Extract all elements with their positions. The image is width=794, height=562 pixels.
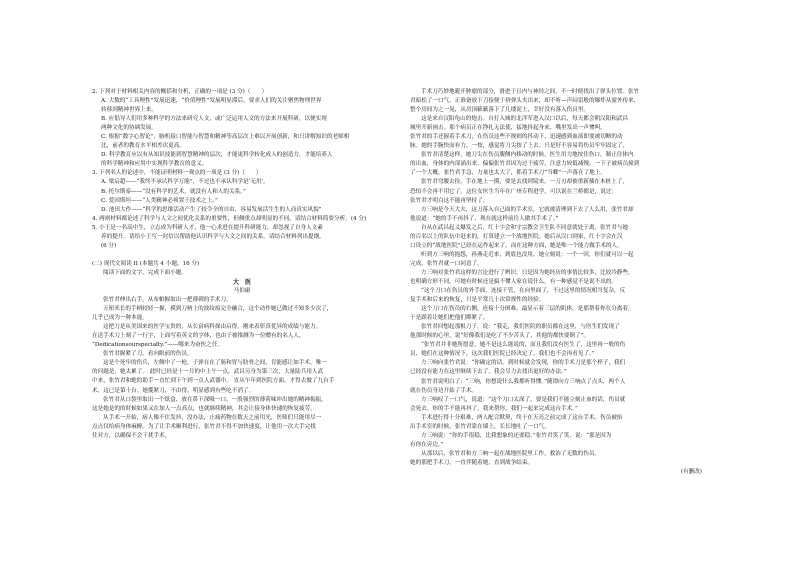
source-note: (有删改): [680, 468, 702, 475]
paragraph-cont: 术，这已是第十台。她揽紧刀，不由得，明显感到有些吃不消了。: [92, 387, 255, 394]
paragraph: 五厘米长的手柄较轻一握，摸到刀柄上的波纹痕完全融合，这个动作她已做过不知多少次了，: [103, 306, 333, 313]
paragraph: 自从在武昌起义爆发之后，红十字会和守宗教会卫生队不同意就处于离，张竹君与她: [421, 224, 628, 231]
paragraph-cont: 君暗松了一口气，正准备放下刀接便于挤弹头夹出来，却不听—声闷雷般的爆炸从窗外传来，: [410, 98, 640, 105]
paragraph-cont: 他那时候的心里，说“好像我们是吃了不少苦头了，其他的都快要倒了”。: [410, 333, 590, 340]
paragraph: 张竹君说明白了：“三响，你想说什么我都听得懂。”随即向方三响点了点头，两个人: [421, 378, 626, 385]
paragraph: 方三响是今天大夫，这刀落入自己面的手术室，它就被清理到下去了人么用，张竹君却: [421, 206, 634, 213]
paragraph-cont: 住对方，以确保不会干扰手术。: [92, 432, 171, 439]
option-3d: D. 池田大作——“科学的思维活动产生了较令全的自由，容易发展活生生的人而真实风貌”: [101, 206, 322, 213]
paragraph-cont: 在送手术刀上刻了一行字，上面写着英文的字体，也由于被推测为一位赠有的名人人，: [92, 333, 305, 340]
option-2d: D. 科学教育应以有从知识技能到智慧精神的层次，才能更科学转化成人的创造力，才能培养人: [101, 152, 333, 159]
paragraph: 张竹君从口袋里取出一个纸盒，放在鼻下深吸一口。一股强烈的薄荷味冲出她的精神振振，: [103, 396, 327, 403]
paragraph-cont: “Dedicationsourspecialty.”——哪来为奋医之任。: [92, 342, 224, 349]
section-instruction: 阅读下面的文字，完成下面小题。: [103, 269, 187, 276]
paragraph-cont: 复手术和后来的恢复，只是平常几十次常规性的经验。: [410, 297, 545, 304]
question-5: 5. 小王是一名高中生，立志成为科研人才，他一心求进在提升科研能力，却忽视了自身人文素: [92, 224, 323, 231]
paragraph-cont: 中来，张竹君和她的助手一直忙到下午到一点人武器中。 直从乍年到医院方面，才得去做了九台手: [92, 378, 335, 385]
paragraph-cont: 她的那把手术刀，一直伴随着她，直到战争结束。: [410, 459, 534, 466]
option-2b-cont: 两种文化的协调发展。: [101, 125, 157, 132]
paragraph-cont: 这是她是的的时候如果又在加人一点高点，也就继续精神，其会让接身体快速的恢复疲劳。: [92, 405, 316, 412]
paragraph-cont: 几乎已成为一种本能。: [92, 315, 148, 322]
left-column: [92, 88, 392, 441]
paragraph: 听到方三响的抱怨，孙燕走近来，到底也没用，她立刻说：一个一回，你们就可以一起: [421, 251, 634, 258]
paragraph-cont: 的问题是，她太累了。 此时已经是十一月的中上午一点，武昌另身为第三次，大量陆兵用人武: [92, 369, 324, 376]
option-2d-cont: 的科学精神和应用中实现科学教育的意义。: [101, 161, 208, 168]
paragraph: 方三响向张竹君说：“你确定的话，到时候就会发现，你的手术刀是那个样子，我们: [421, 360, 626, 367]
paragraph: 这是个死牢的伤兵，左侧中了一枪，子弹在在了肠和胃与肋骨之间，肯能感让如手术。唯一: [103, 360, 327, 367]
paragraph-cont: 完成，张竹君就一口同意了。: [410, 260, 483, 267]
paragraph-cont: 脉。她的手腕快而有力，一按，感觉将刀尖按了上去。只是好不容易将伤员牢牢固定了，: [410, 143, 629, 150]
section-heading: (二) 现代文阅读 II (本题共 4 小题，16 分): [92, 260, 200, 267]
paragraph: 张竹君回想起那根刀子，说：“我走，我们医院的职员都在这里，与医生们发现了: [421, 324, 620, 331]
paragraph: 方三响叹了一口气，说道：“这个刀口太深了，要是我们不能立刻止血的话，伤员就: [421, 396, 626, 403]
paragraph-cont: 也明确方形不同。可她有时候还是搞不懂人家在说什么，有一种感觉不是说不出的。: [410, 278, 617, 285]
paragraph-cont: 了一个大概，张竹君手急，力量也太大了，抓着手术刀“当啷”一声落在了地上。: [410, 170, 606, 177]
paragraph-cont: 的出血，身体的内部涌出来，偏偏张竹君因为过于疲劳，注意力较低减慢，一下子被病员撞到: [410, 161, 640, 168]
paragraph-cont: 有你在旁边。”: [410, 441, 444, 448]
paragraph-cont: 于是跟着让她们把他们绑紧了。: [410, 315, 489, 322]
option-2b: B. 应倡导人们用多种科学的方法来研究人文，或广泛运用人文的方法来开展科研，以便实现: [101, 116, 327, 123]
paragraph: 从手术一开始，病人像不住发抖，没办法，止痛药物在数天之前用光，医师们只能用尽一: [103, 414, 322, 421]
question-5-cont: 养的提升。请给小王写一封信以帮助他认识科学与人文之间的关系。请结合材料列出提纲。: [101, 233, 325, 240]
paragraph-cont: 张竹君的手还握着手术刀，在伤员这些不规则的抖动下，迅速感到血液即要被切断的动: [410, 134, 623, 141]
option-3c: C. 爱因斯坦——“人类精神必须置于技术之上。”: [101, 197, 218, 204]
question-3: 3. 下列名人的论述中，不能证明材料一观点的一项是 (3 分)（ ）: [92, 170, 262, 177]
question-2: 2. 下列对于材料相关内容的概括和分析，正确的一项是 (3 分)（ ）: [92, 89, 268, 95]
paragraph: 这个刀口在伤员的右侧，连接十分困难，最显示着三层的肌体，是那帮着你在分离着，: [421, 306, 634, 313]
paragraph-cont: 的百名以上的队伍中赶来的，打算建立一个战地医院。她后从汉口到家，红十字会在汉: [410, 233, 623, 240]
paragraph-cont: 会死去。你的手不能再抖了，我来帮你，我们一起来完成这台手术。”: [410, 405, 578, 412]
option-2a: A. 大数的“工具理性”发展迅速，“价值理性”发展明显滞后，要求人们的关注聚焦物理世界: [101, 98, 322, 105]
paragraph: 这把刀是从美国来的医学宝贵的，从长富病科探由启得，刚来表彰真优异的成绩与能力。: [103, 324, 322, 331]
paragraph: “张竹君并非她所愿意，她不是这么能说的，而且我们没有医生了，这里再一般的伤: [421, 342, 626, 349]
question-4: 4. 两则材料都论述了科学与人文之间优化关系的重要性，但侧重点却明显的不同。请结合材料简要分析。(4 分): [92, 215, 367, 222]
paragraph: 手术进行得十分艰难，两人配合默契，终于在天亮之前完成了这台手术。伤员被抬: [421, 414, 623, 421]
question-5-points: (6 分): [101, 242, 117, 249]
paragraph: 张竹君伸出右手，从布帕握取出一把薄刺的手术刀。: [103, 297, 232, 304]
option-2c-cont: 比，前者的教育水平相差次更高。: [101, 143, 185, 150]
paragraph: 张竹君弯腰去捡，手在地上一摸，要是去找到镜来。一刀刃却被重新插在木桩上了，: [421, 179, 628, 186]
paragraph-cont: 点点仅给病身体麻醉。为了让手术顺利进行，张竹君不得不加快速度，让他用一次大手完找: [92, 423, 316, 430]
paragraph: 方三响说：“你的手很稳，比我想象的还要稳。”张竹君笑了笑，说：“那是因为: [421, 432, 612, 439]
paragraph: 从那以后，张竹君和方三响一起在战地医院里工作，救治了无数的伤员。: [421, 450, 601, 457]
right-column: [410, 88, 710, 477]
option-3a: A. 梁启超——“我终不承认科学万能”，不过也不承认科学是‘无用’。: [101, 179, 269, 186]
paragraph: 手术刀巧妙地避开肿瘤的部分，滑进于且内与神经之间，不一时便找出了弹头位置。张竹: [421, 89, 640, 95]
paragraph-cont: 他说道：“她的手不再抖了，现在就这样前往人做其手术了。”: [410, 215, 559, 222]
story-author: 马伯庸: [233, 287, 251, 294]
paragraph-cont: 员，她们在这种情况下，这次我们医院已经决定了，我们也不会再看见了。”: [410, 351, 595, 358]
option-2c: C. 根据“数字心智论”，脑机接口智能与智慧和精神等高层次上难以开展创新，和只讲解知识的老师相: [101, 134, 350, 141]
story-title: 大 医: [232, 278, 251, 286]
paragraph-cont: 出手术室的时候，张竹君靠在墙上，长长地吐了一口气。: [410, 423, 550, 430]
paragraph-cont: 整个房间为之一晃，从房顶簌簌落下了几缕泥土，幸好没有落入伤员里。: [410, 107, 590, 114]
paragraph: 方三响对张竹君这样的言论进行了辨识，只是因为她经历的事情比较多，比较冷静些，: [421, 269, 634, 276]
paragraph-cont: 张竹君才明白这不能再坚持了。: [410, 197, 489, 204]
paragraph: 张竹君清楚这样，她刀尖在伤员腹侧内移动的时候，医生用力地按住伤口，制止住体内: [421, 152, 634, 159]
paragraph: “这个刀口在伤员的外手面，连接干管，在向里面了，不过这里的情况相当复杂，反: [421, 288, 626, 295]
paragraph: 这是来自汉阳龟山的炮击。自打入城的北洋军进入汉口以后，每天都会朝汉阳和武昌: [421, 116, 628, 123]
paragraph-cont: 口设立的“战地医院”已经在运作起来了，而在这种方面，她是唯一个能力做手术的人。: [410, 242, 623, 249]
option-2a-cont: 转移到精神世界上来。: [101, 107, 157, 114]
paragraph-cont: 已经没有能力在这里继续下去了，我会尽力去找出更好的办法。”: [410, 369, 567, 376]
paragraph-cont: 就在伤员身边开始了手术。: [410, 387, 478, 394]
paragraph-cont: 城里开新画击。那个病员正在挣扎无法使，猛地抖起身来，嘴里发出一声惨叫。: [410, 125, 606, 132]
option-3b: B. 托尔斯泰——“没有科学的艺术，就没有人和人的关系。”: [101, 188, 246, 195]
paragraph: 张竹君握紧了刀，看向眼前的伤员。: [103, 351, 193, 358]
paragraph-cont: 恐怕不会再不用它了。这位女医生当年在广州专程进学，可以说在兰桥都是，说过：: [410, 188, 617, 195]
